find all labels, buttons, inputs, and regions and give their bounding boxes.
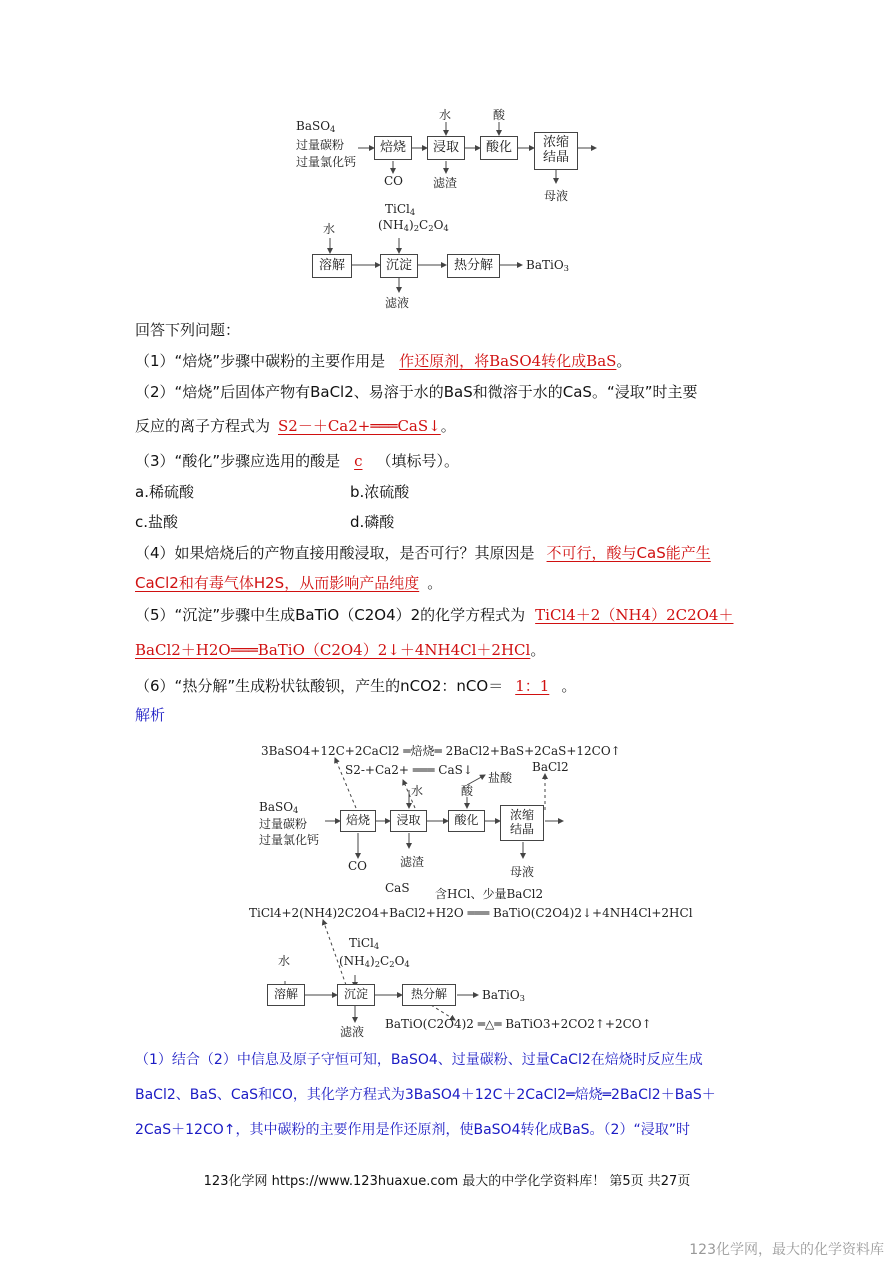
label-water-2: 水 (323, 222, 336, 236)
label-bacl2: BaCl2 (532, 760, 569, 774)
step-dissolve-a: 溶解 (267, 984, 305, 1006)
step-acidify-a: 酸化 (448, 810, 485, 832)
question-4-line1 (135, 543, 711, 563)
label-acid: 酸 (493, 108, 506, 122)
flowchart-bottom (310, 200, 590, 315)
step-decompose: 热分解 (447, 254, 500, 278)
q5-answer-1: TiCl4＋2（NH4）2C2O4＋ (535, 606, 734, 624)
question-5-line1 (135, 605, 733, 625)
label-water: 水 (439, 108, 452, 122)
step-precipitate: 沉淀 (380, 254, 418, 278)
input-carbon: 过量碳粉 (296, 138, 345, 152)
analysis-diagram (245, 730, 693, 1040)
q6-prefix: （6）“热分解”生成粉状钛酸钡，产生的nCO2：nCO＝ (135, 677, 504, 695)
eq-roasting: 3BaSO4+12C+2CaCl2 ═焙烧═ 2BaCl2+BaS+2CaS+12CO↑ (261, 744, 621, 758)
step-concentrate (534, 132, 578, 170)
label-filtrate-a: 滤液 (340, 1025, 365, 1039)
option-a: a.稀硫酸 (135, 483, 194, 501)
flowchart-top (290, 105, 610, 205)
label-water-b: 水 (278, 954, 291, 968)
label-batio3: BaTiO$_3$ (526, 258, 569, 274)
step-acidify: 酸化 (480, 136, 518, 160)
label-nh4-oxalate: $(NH_4)_2C_2O_4$ (378, 218, 449, 234)
label-residue: 滤渣 (433, 176, 458, 190)
label-cas: CaS (385, 881, 410, 895)
watermark: 123化学网，最大的化学资料库 (689, 1242, 884, 1258)
explanation-line1: （1）结合（2）中信息及原子守恒可知，BaSO4、过量碳粉、过量CaCl2在焙烧时反应生成 (135, 1052, 703, 1068)
label-water-a: 水 (411, 784, 424, 798)
q1-prefix: （1）“焙烧”步骤中碳粉的主要作用是 (135, 352, 386, 370)
question-2-line2: 反应的离子方程式为 S2－＋Ca2+═══CaS↓。 (135, 417, 456, 435)
input-cacl2: 过量氯化钙 (296, 155, 357, 169)
option-b: b.浓硫酸 (350, 483, 410, 501)
eq-decomposition: BaTiO(C2O4)2 ═△═ BaTiO3+2CO2↑+2CO↑ (385, 1017, 652, 1031)
eq-precipitation: TiCl4+2(NH4)2C2O4+BaCl2+H2O ═══ BaTiO(C2O4)2↓+4NH4Cl+2HCl (249, 906, 693, 920)
explanation-line3: 2CaS＋12CO↑，其中碳粉的主要作用是作还原剂，使BaSO4转化成BaS。（2）“浸取”时 (135, 1122, 690, 1138)
step-concentrate-a: 浓缩结晶 (500, 805, 544, 841)
q3-prefix: （3）“酸化”步骤应选用的酸是 (135, 452, 341, 470)
label-ticl4: TiCl$_4$ (385, 202, 416, 218)
q3-answer: c (354, 452, 363, 470)
q5-prefix: （5）“沉淀”步骤中生成BaTiO（C2O4）2的化学方程式为 (135, 606, 526, 624)
q6-answer: 1：1 (515, 677, 550, 695)
step-leach: 浸取 (427, 136, 465, 160)
explanation-line2: BaCl2、BaS、CaS和CO，其化学方程式为3BaSO4＋12C＋2CaCl2═焙烧═2BaCl2＋BaS＋ (135, 1087, 716, 1103)
input-baso4: BaSO$_4$ (296, 119, 336, 135)
step-roast: 焙烧 (374, 136, 412, 160)
step-roast-a: 焙烧 (340, 810, 376, 832)
label-ticl4-a: TiCl$_4$ (349, 936, 380, 952)
label-co-a: CO (348, 859, 368, 873)
question-5-line2: BaCl2＋H2O═══BaTiO（C2O4）2↓＋4NH4Cl＋2HCl。 (135, 641, 546, 659)
label-filtrate: 滤液 (385, 296, 410, 310)
page-footer: 123化学网 https://www.123huaxue.com 最大的中学化学资料库！ 第5页 共27页 (203, 1174, 691, 1189)
label-acid-a: 酸 (461, 784, 474, 798)
jiexi-heading: 解析 (135, 706, 166, 724)
label-mother-a: 母液 (510, 865, 535, 879)
question-1: （1）“焙烧”步骤中碳粉的主要作用是 作还原剂，将BaSO4转化成BaS。 (135, 352, 632, 370)
q4-answer-2: CaCl2和有毒气体H2S，从而影响产品纯度 (135, 574, 420, 592)
q5-answer-2: BaCl2＋H2O═══BaTiO（C2O4）2↓＋4NH4Cl＋2HCl (135, 641, 531, 659)
q4-prefix: （4）如果焙烧后的产物直接用酸浸取，是否可行？其原因是 (135, 544, 535, 562)
question-4-line2: CaCl2和有毒气体H2S，从而影响产品纯度 。 (135, 574, 443, 592)
label-co: CO (384, 174, 404, 188)
question-3 (135, 451, 459, 471)
step-leach-a: 浸取 (390, 810, 427, 832)
step-dissolve: 溶解 (312, 254, 352, 278)
q2-answer: S2－＋Ca2+═══CaS↓ (278, 417, 441, 435)
input-carbon-a: 过量碳粉 (259, 817, 308, 831)
q2-prefix: 反应的离子方程式为 (135, 417, 271, 435)
intro: 回答下列问题： (135, 321, 241, 339)
input-baso4-a: BaSO$_4$ (259, 800, 299, 816)
option-d: d.磷酸 (350, 513, 395, 531)
question-6: （6）“热分解”生成粉状钛酸钡，产生的nCO2：nCO＝ 1：1 。 (135, 677, 577, 695)
step-decompose-a: 热分解 (402, 984, 456, 1006)
step-precipitate-a: 沉淀 (337, 984, 375, 1006)
eq-leaching: S2-+Ca2+ ═══ CaS↓ (345, 763, 473, 777)
q1-answer: 作还原剂，将BaSO4转化成BaS (399, 352, 617, 370)
label-hcl: 盐酸 (488, 771, 513, 785)
label-batio3-a: BaTiO$_3$ (482, 988, 525, 1004)
label-mother-liquor: 母液 (544, 189, 569, 203)
label-mother-contents: 含HCl、少量BaCl2 (435, 887, 544, 901)
q3-suffix: （填标号）。 (376, 452, 460, 470)
label-residue-a: 滤渣 (400, 855, 425, 869)
question-2-line1: （2）“焙烧”后固体产物有BaCl2、易溶于水的BaS和微溶于水的CaS。“浸取”时主要 (135, 383, 698, 401)
label-oxalate-a: $(NH_4)_2C_2O_4$ (339, 954, 410, 970)
option-c: c.盐酸 (135, 513, 179, 531)
q4-answer-1: 不可行，酸与CaS能产生 (546, 544, 711, 562)
step-concentrate-label: 浓缩结晶 (542, 135, 569, 165)
input-cacl2-a: 过量氯化钙 (259, 833, 320, 847)
